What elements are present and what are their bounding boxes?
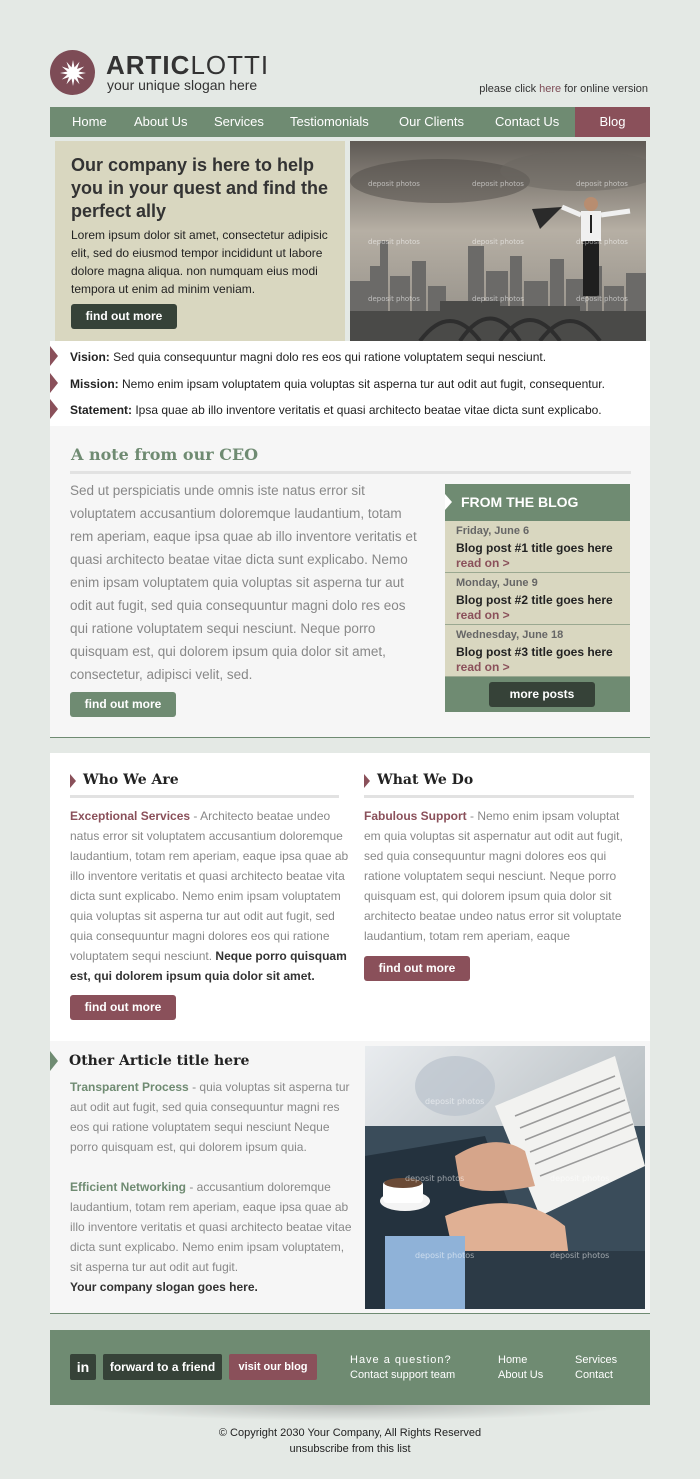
online-suffix: for online version [561,83,648,95]
nav-testimonials[interactable]: Testiomonials [290,114,369,129]
logo-badge [50,50,95,95]
statement-label: Mission: [70,377,119,391]
footer-shadow [70,1405,630,1421]
chevron-right-icon [50,399,58,419]
who-we-are-title: Who We Are [83,772,179,788]
online-prefix: please click [479,83,540,95]
watermark-text: deposit photos [576,180,628,188]
who-strong: Neque porro quisquam est, qui dolorem ipsum quia dolor sit amet. [70,949,347,983]
chevron-right-icon [70,774,76,788]
footer-link-contact[interactable]: Contact [575,1369,613,1381]
hero-image-businessman-city [350,141,646,341]
other-lead-2: Efficient Networking [70,1180,187,1194]
blog-read-on-link[interactable]: read on > [456,608,510,622]
watermark-text: deposit photos [576,295,628,303]
visit-our-blog-button[interactable]: visit our blog [229,1354,317,1380]
watermark-text: deposit photos [415,1251,475,1260]
blog-post-title[interactable]: Blog post #3 title goes here [456,645,613,659]
watermark-text: deposit photos [550,1174,610,1183]
footer-link-services[interactable]: Services [575,1354,618,1366]
other-article-body [70,1077,355,1297]
chevron-right-icon [445,494,452,510]
ceo-find-out-more-button[interactable]: find out more [70,692,176,717]
contact-support-link[interactable]: Contact support team [350,1369,456,1381]
forward-to-friend-button[interactable]: forward to a friend [103,1354,222,1380]
watermark-text: deposit photos [405,1174,465,1183]
what-find-out-more-button[interactable]: find out more [364,956,470,981]
blog-post-title[interactable]: Blog post #2 title goes here [456,593,613,607]
who-text: - Architecto beatae undeo natus error sit voluptatem accusantium doloremque laudantium, totam rem aperiam, eaque ipsa quae ab illo inventore veritatis et quasi architecto beatae vita dicta sunt explicabo. Nemo enim ipsam voluptatem quia voluptas sit asperna tur aut odit aut fugit, sed quia consequuntur magni dolores eos qui ratione voluptatem sequi nesciunt. [70,809,349,963]
other-slogan: Your company slogan goes here. [70,1280,258,1294]
chevron-right-icon [364,774,370,788]
brand-name-bold: ARTIC [106,50,191,80]
blog-post-title[interactable]: Blog post #1 title goes here [456,541,613,555]
online-version-link[interactable]: here [539,83,562,95]
blog-heading: FROM THE BLOG [445,484,630,521]
other-text-2: - accusantium doloremque laudantium, totam rem aperiam, eaque ipsa quae ab illo inventore veritatis et quasi architecto beatae vitae dicta sunt explicabo. Nemo enim ipsam voluptatem, sit asperna tur aut odit aut fugit. [70,1180,352,1274]
who-lead: Exceptional Services [70,809,191,823]
nav-services[interactable]: Services [214,114,264,129]
what-lead: Fabulous Support [364,809,467,823]
watermark-text: deposit photos [576,238,628,246]
who-divider [70,795,339,798]
more-posts-button[interactable]: more posts [489,682,595,707]
chevron-right-icon [50,373,58,393]
starburst-icon [58,58,88,88]
linkedin-icon[interactable]: in [70,1354,96,1380]
blog-read-on-link[interactable]: read on > [456,556,510,570]
unsubscribe-link[interactable]: unsubscribe from this list [289,1443,411,1455]
blog-post-date: Monday, June 9 [456,577,538,589]
nav-blog[interactable]: Blog [575,107,650,137]
chevron-right-icon [50,1051,58,1071]
other-text-1: - quia voluptas sit asperna tur aut odit aut fugit, sed quia consequuntur magni res eos qui ratione voluptatem sequi nesciunt Neque porro quisquam est, qui dolorem ipsum quia. [70,1080,350,1154]
statement-mission [70,377,605,391]
who-find-out-more-button[interactable]: find out more [70,995,176,1020]
what-we-do-title: What We Do [377,772,474,788]
nav-home[interactable]: Home [72,114,107,129]
other-lead-1: Transparent Process [70,1080,189,1094]
watermark-text: deposit photos [425,1097,485,1106]
statement-text: Ipsa quae ab illo inventore veritatis et quasi architecto beatae vitae dicta sunt explicabo. [132,403,602,417]
watermark-text: deposit photos [472,295,524,303]
nav-about-us[interactable]: About Us [134,114,188,129]
copyright-text: © Copyright 2030 Your Company, All Rights Reserved [218,1427,482,1439]
brand-name-light: LOTTI [190,50,270,80]
blog-post-date: Wednesday, June 18 [456,629,564,641]
brand-name [106,50,269,80]
article-image-newspaper-coffee [365,1046,645,1309]
nav-our-clients[interactable]: Our Clients [399,114,465,129]
what-we-do-body [364,806,630,946]
statement-text: Nemo enim ipsam voluptatem quia voluptas sit asperna tur aut odit aut fugit, consequentur. [118,377,605,391]
blog-read-on-link[interactable]: read on > [456,660,510,674]
statements-list [50,341,650,426]
statement-label: Statement: [70,403,133,417]
watermark-text: deposit photos [550,1251,610,1260]
statement-text: Sed quia consequuntur magni dolo res eos qui ratione voluptatem sequi nesciunt. [109,350,547,364]
nav-contact-us[interactable]: Contact Us [495,114,560,129]
hero-headline: Our company is here to help you in your quest and find the perfect ally [71,155,329,221]
watermark-text: deposit photos [472,180,524,188]
blog-post[interactable] [445,573,630,625]
who-we-are-body [70,806,352,986]
what-divider [364,795,634,798]
watermark-text: deposit photos [368,180,420,188]
statement-vision [70,350,546,364]
ceo-divider [70,471,631,474]
footer-link-home[interactable]: Home [498,1354,528,1366]
blog-post[interactable] [445,521,630,573]
main-nav [50,107,650,137]
what-text: - Nemo enim ipsam voluptat em quia voluptas sit aspernatur aut odit aut fugit, sed quia consequuntur magni dolores eos qui ratione voluptatem sequi nesciunt. Neque porro quisquam est, qui dolorem ipsum quia dolor sit architecto beatae undeo natus error sit voluptate laudantium, totam rem aperiam, eaque [364,809,623,943]
footer-link-about-us[interactable]: About Us [498,1369,544,1381]
statement-label: Vision: [70,350,110,364]
ceo-body: Sed ut perspiciatis unde omnis iste natus error sit voluptatem accusantium doloremque laudantium, totam rem aperiam, eaque ipsa quae ab illo inventore veritatis et quasi architecto beatae vitae dicta sunt explicabo. Nemo enim ipsam voluptatem quia voluptas sit asperna tur aut odit aut fugit, sed quia consequuntur magni dolo res eos qui ratione voluptatem sequi nesciunt. Neque porro quisquam est, qui dolorem ipsum quia dolor sit amet, consectetur, adipisci velit, sed. [70,483,417,682]
watermark-text: deposit photos [472,238,524,246]
hero-body: Lorem ipsum dolor sit amet, consectetur adipisic elit, sed do eiusmod tempor incididunt ut labore dolore magna aliqua. non numquam eius modi tempora ut enim ad minim veniam. [71,228,328,296]
footer-question: Have a question? [350,1354,452,1366]
watermark-text: deposit photos [368,238,420,246]
brand-slogan: your unique slogan here [107,77,258,93]
watermark-text: deposit photos [368,295,420,303]
statement-statement [70,403,602,417]
blog-post-date: Friday, June 6 [456,525,530,537]
blog-post[interactable] [445,625,630,677]
other-article-title: Other Article title here [69,1053,250,1069]
ceo-title: A note from our CEO [71,445,259,464]
hero-find-out-more-button[interactable]: find out more [71,304,177,329]
online-version-line [479,83,648,95]
chevron-right-icon [50,346,58,366]
